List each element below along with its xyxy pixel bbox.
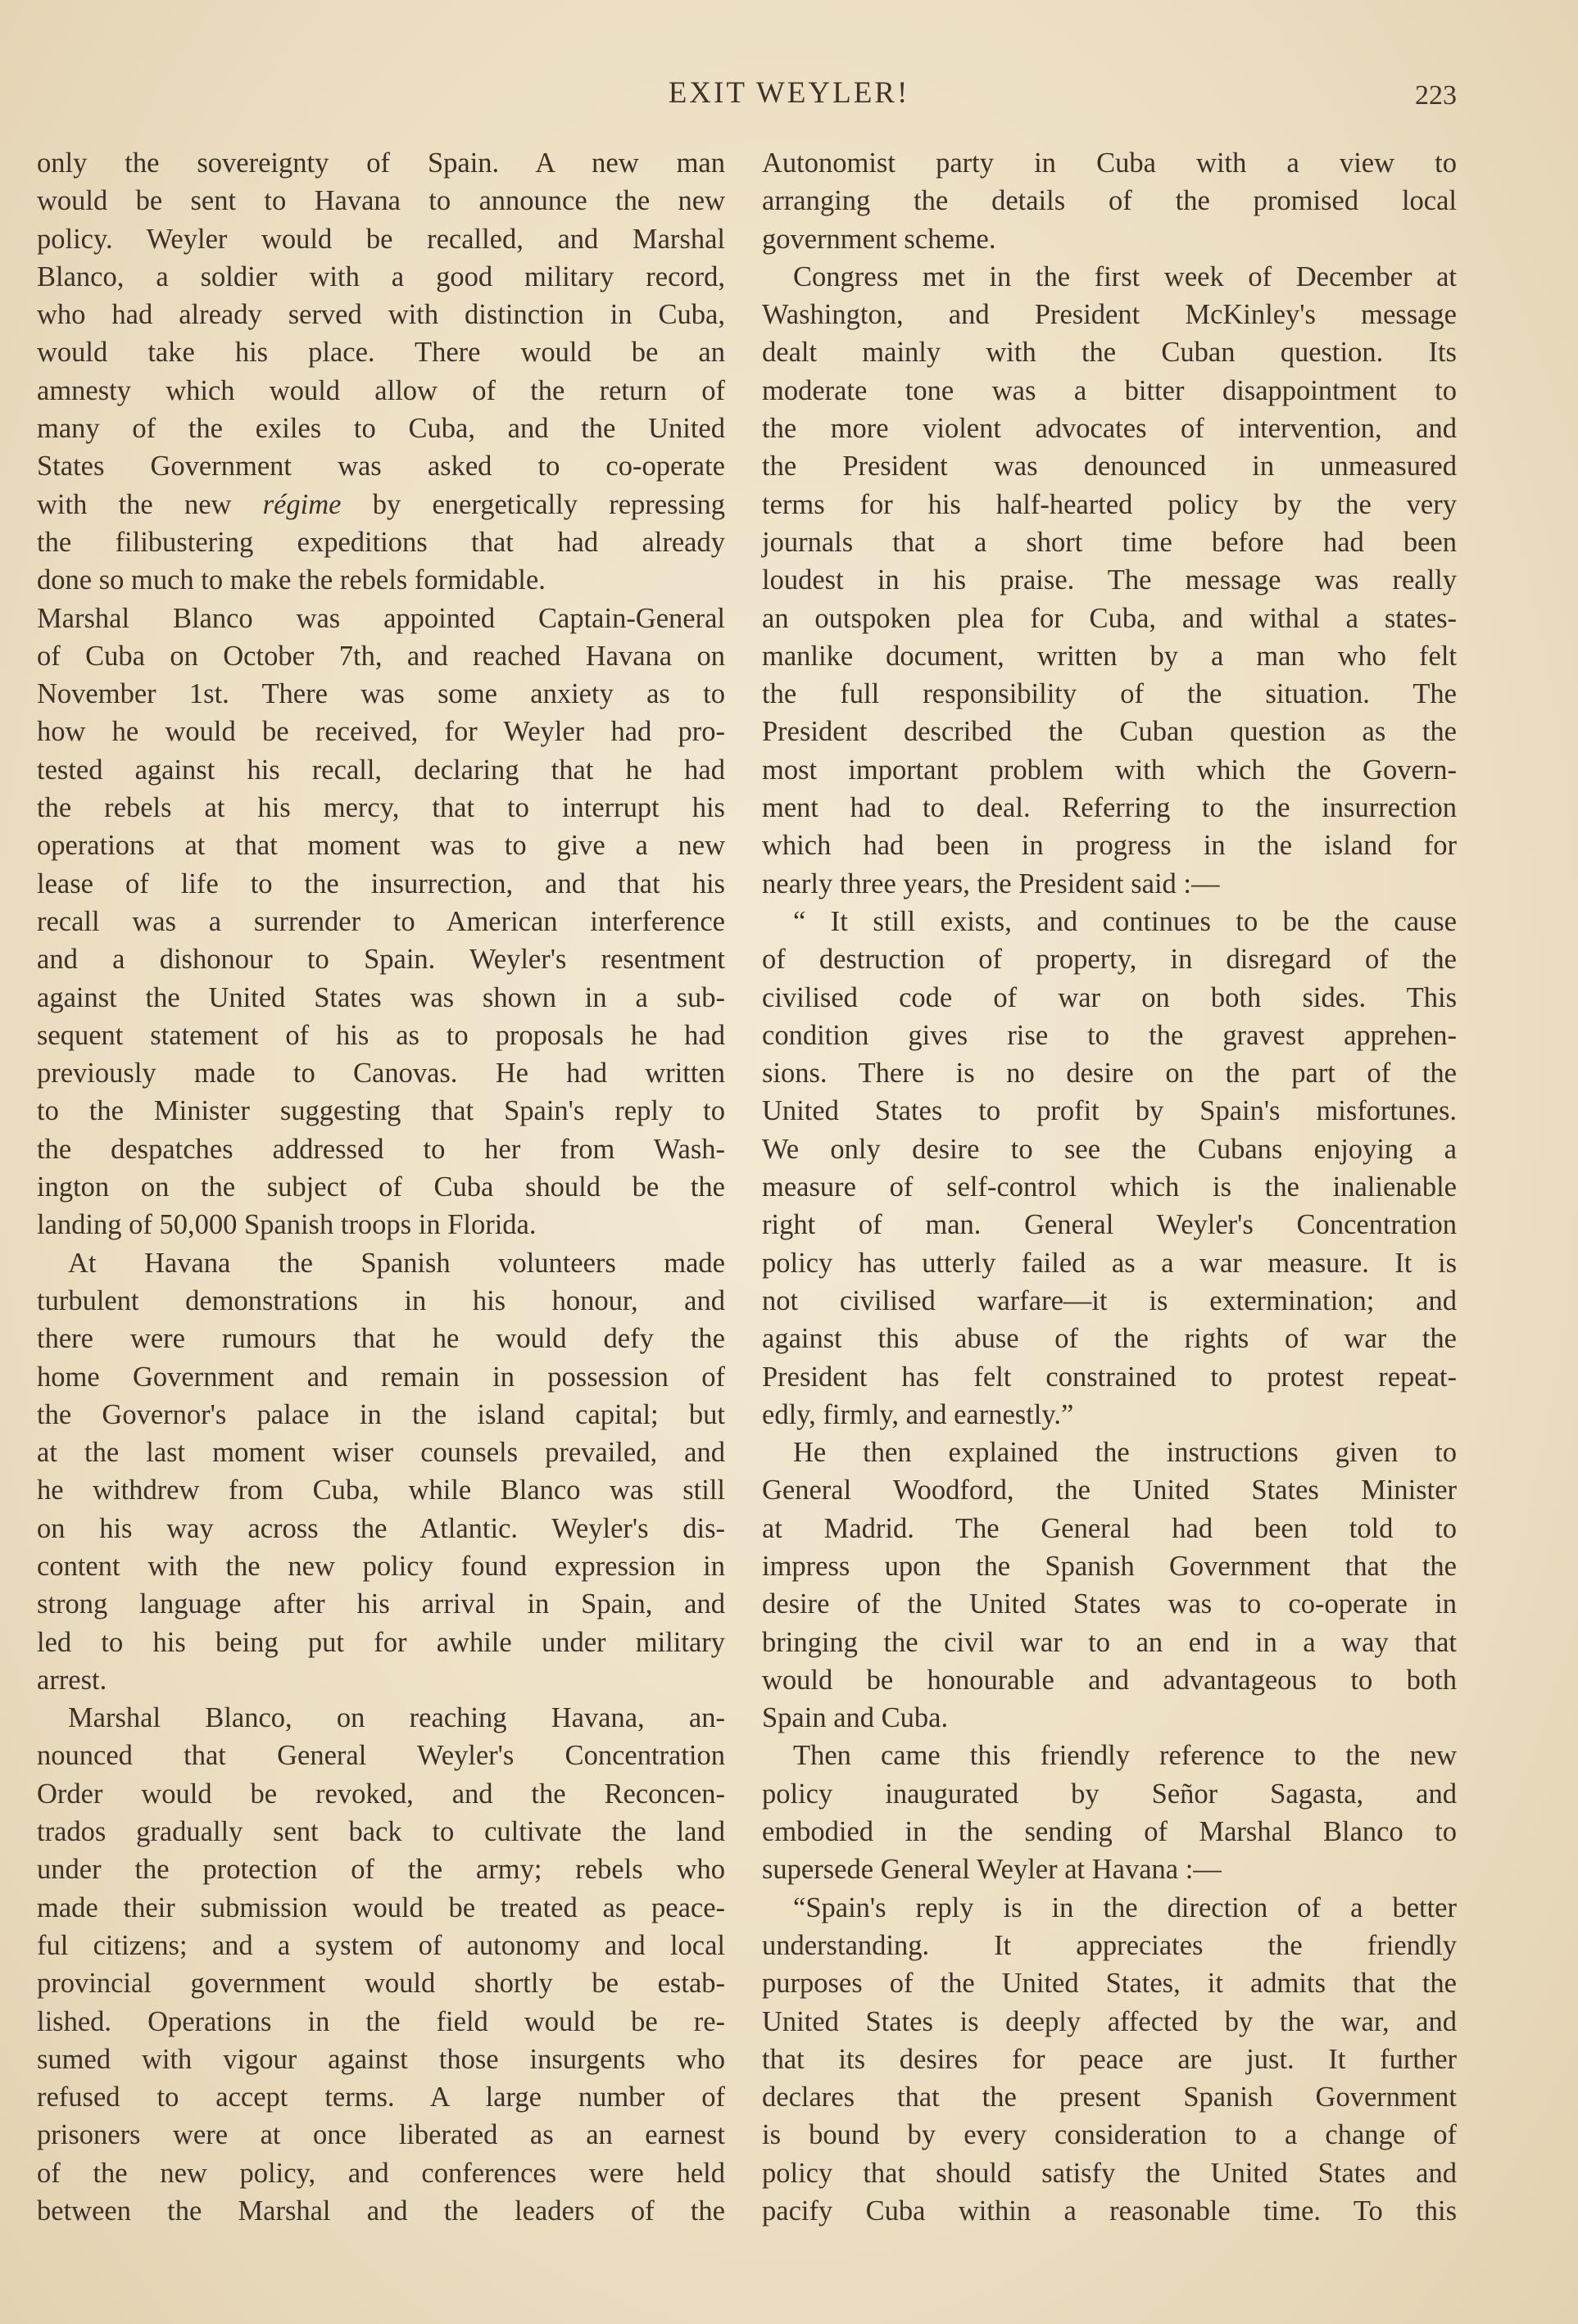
- text-line: under the protection of the army; rebels who: [37, 1854, 725, 1886]
- text-line: to the Minister suggesting that Spain's reply to: [37, 1095, 725, 1127]
- text-line: Autonomist party in Cuba with a view to: [762, 147, 1457, 179]
- text-line: would be sent to Havana to announce the new: [37, 185, 725, 217]
- text-line: Then came this friendly reference to the new: [793, 1740, 1457, 1772]
- text-line: We only desire to see the Cubans enjoying a: [762, 1133, 1457, 1165]
- text-line: amnesty which would allow of the return of: [37, 374, 725, 406]
- paragraph: [762, 258, 1457, 903]
- text-line: bringing the civil war to an end in a way that: [762, 1626, 1457, 1658]
- text-line: trados gradually sent back to cultivate the land: [37, 1816, 725, 1848]
- text-line: moderate tone was a bitter disappointment to: [762, 374, 1457, 406]
- text-line: Congress met in the first week of December at: [793, 260, 1457, 292]
- text-line: refused to accept terms. A large number of: [37, 2082, 725, 2113]
- text-line: the Governor's palace in the island capital; but: [37, 1398, 725, 1430]
- text-line: declares that the present Spanish Government: [762, 2082, 1457, 2113]
- text-line: ful citizens; and a system of autonomy and local: [37, 1929, 725, 1961]
- text-line: at the last moment wiser counsels prevailed, and: [37, 1437, 725, 1469]
- paragraph: [762, 1737, 1457, 1888]
- text-line: arranging the details of the promised local: [762, 185, 1457, 217]
- left-column: [37, 144, 725, 2230]
- text-line: journals that a short time before had been: [762, 526, 1457, 558]
- right-column: [762, 144, 1457, 2230]
- text-line: condition gives rise to the gravest apprehen-: [762, 1019, 1457, 1051]
- text-line: the more violent advocates of intervention, and: [762, 413, 1457, 445]
- text-line: lished. Operations in the field would be re-: [37, 2005, 725, 2037]
- text-line: President described the Cuban question as the: [762, 716, 1457, 748]
- text-line: an outspoken plea for Cuba, and withal a states-: [762, 602, 1457, 634]
- text-fragment: with the new: [37, 488, 232, 520]
- text-line: sequent statement of his as to proposals he had: [37, 1019, 725, 1051]
- text-line: Order would be revoked, and the Reconcen-: [37, 1778, 725, 1810]
- text-line: ington on the subject of Cuba should be the: [37, 1171, 725, 1203]
- text-line: General Woodford, the United States Minister: [762, 1475, 1457, 1506]
- text-line: lease of life to the insurrection, and that his: [37, 868, 725, 899]
- text-fragment: by energetically repressing: [372, 488, 725, 520]
- quotation: [762, 1889, 1457, 2231]
- text-line: of Cuba on October 7th, and reached Havana on: [37, 640, 725, 672]
- text-line: turbulent demonstrations in his honour, and: [37, 1284, 725, 1316]
- text-line: nearly three years, the President said :—: [762, 868, 1220, 899]
- page-number: 223: [1415, 80, 1457, 111]
- text-line: policy has utterly failed as a war measure. It is: [762, 1247, 1457, 1279]
- text-line: prisoners were at once liberated as an earnest: [37, 2119, 725, 2151]
- text-line: at Madrid. The General had been told to: [762, 1512, 1457, 1544]
- text-line: would be honourable and advantageous to both: [762, 1664, 1457, 1696]
- text-line: the despatches addressed to her from Wash-: [37, 1133, 725, 1165]
- text-line: the full responsibility of the situation. The: [762, 678, 1457, 710]
- text-line: previously made to Canovas. He had written: [37, 1058, 725, 1090]
- text-line: strong language after his arrival in Spain, and: [37, 1588, 725, 1620]
- text-line: nounced that General Weyler's Concentration: [37, 1740, 725, 1772]
- text-line: embodied in the sending of Marshal Blanco to: [762, 1816, 1457, 1848]
- text-line: is bound by every consideration to a change of: [762, 2119, 1457, 2151]
- paragraph: [37, 600, 725, 1244]
- text-line: the filibustering expeditions that had already: [37, 526, 725, 558]
- text-line: made their submission would be treated as peace-: [37, 1891, 725, 1923]
- text-line: recall was a surrender to American interference: [37, 905, 725, 937]
- text-line: measure of self-control which is the inalienable: [762, 1171, 1457, 1203]
- text-line: done so much to make the rebels formidable.: [37, 564, 546, 596]
- text-line: how he would be received, for Weyler had pro-: [37, 716, 725, 748]
- text-line: policy that should satisfy the United States and: [762, 2157, 1457, 2189]
- text-line: tested against his recall, declaring that he had: [37, 754, 725, 786]
- text-line: He then explained the instructions given to: [793, 1437, 1457, 1469]
- text-line: impress upon the Spanish Government that the: [762, 1550, 1457, 1582]
- text-line: operations at that moment was to give a new: [37, 830, 725, 862]
- text-line: content with the new policy found expression in: [37, 1550, 725, 1582]
- text-line: most important problem with which the Govern-: [762, 754, 1457, 786]
- text-line-with-italic: [37, 486, 725, 523]
- text-line: led to his being put for awhile under military: [37, 1626, 725, 1658]
- text-line: there were rumours that he would defy the: [37, 1323, 725, 1355]
- text-line: against this abuse of the rights of war the: [762, 1323, 1457, 1355]
- text-line: understanding. It appreciates the friendly: [762, 1929, 1457, 1961]
- text-line: Washington, and President McKinley's message: [762, 299, 1457, 331]
- text-line: pacify Cuba within a reasonable time. To this: [762, 2195, 1457, 2227]
- text-line: he withdrew from Cuba, while Blanco was still: [37, 1475, 725, 1506]
- text-line: that its desires for peace are just. It further: [762, 2043, 1457, 2075]
- text-line: which had been in progress in the island for: [762, 830, 1457, 862]
- text-line: not civilised warfare—it is extermination; and: [762, 1284, 1457, 1316]
- paragraph: [762, 144, 1457, 258]
- text-line: United States to profit by Spain's misfortunes.: [762, 1095, 1457, 1127]
- text-line: ment had to deal. Referring to the insurrection: [762, 792, 1457, 824]
- paragraph: [37, 1244, 725, 1700]
- paragraph: [37, 1699, 725, 2230]
- text-line: the rebels at his mercy, that to interrupt his: [37, 792, 725, 824]
- paragraph: [37, 144, 725, 600]
- quotation: [762, 903, 1457, 1434]
- text-line: terms for his half-hearted policy by the very: [762, 488, 1457, 520]
- text-line: would take his place. There would be an: [37, 337, 725, 369]
- text-line: only the sovereignty of Spain. A new man: [37, 147, 725, 179]
- text-line: on his way across the Atlantic. Weyler's dis-: [37, 1512, 725, 1544]
- text-line: Marshal Blanco, on reaching Havana, an-: [68, 1702, 725, 1734]
- text-line: “Spain's reply is in the direction of a better: [793, 1891, 1457, 1923]
- text-line: President has felt constrained to protest repeat-: [762, 1361, 1457, 1393]
- text-line: and a dishonour to Spain. Weyler's resentment: [37, 944, 725, 976]
- text-line: Blanco, a soldier with a good military record,: [37, 260, 725, 292]
- text-line: provincial government would shortly be estab-: [37, 1968, 725, 2000]
- text-line: policy. Weyler would be recalled, and Marshal: [37, 223, 725, 255]
- text-line: desire of the United States was to co-operate in: [762, 1588, 1457, 1620]
- text-line: sions. There is no desire on the part of the: [762, 1058, 1457, 1090]
- text-line: home Government and remain in possession of: [37, 1361, 725, 1393]
- text-line: policy inaugurated by Señor Sagasta, and: [762, 1778, 1457, 1810]
- text-line: purposes of the United States, it admits that the: [762, 1968, 1457, 2000]
- text-line: loudest in his praise. The message was really: [762, 564, 1457, 596]
- text-line: States Government was asked to co-operate: [37, 451, 725, 482]
- text-line: civilised code of war on both sides. This: [762, 981, 1457, 1013]
- text-line: right of man. General Weyler's Concentration: [762, 1209, 1457, 1241]
- text-line: Spain and Cuba.: [762, 1702, 949, 1734]
- italic-word: régime: [262, 488, 342, 520]
- running-head: [0, 75, 1578, 116]
- text-line: who had already served with distinction in Cuba,: [37, 299, 725, 331]
- chapter-title: EXIT WEYLER!: [668, 76, 910, 110]
- text-line: manlike document, written by a man who felt: [762, 640, 1457, 672]
- text-line: of destruction of property, in disregard of the: [762, 944, 1457, 976]
- text-line: between the Marshal and the leaders of the: [37, 2195, 725, 2227]
- text-line: Marshal Blanco was appointed Captain-General: [37, 602, 725, 634]
- text-line: many of the exiles to Cuba, and the United: [37, 413, 725, 445]
- text-line: supersede General Weyler at Havana :—: [762, 1854, 1222, 1886]
- text-line: landing of 50,000 Spanish troops in Florida.: [37, 1209, 537, 1241]
- text-line: November 1st. There was some anxiety as to: [37, 678, 725, 710]
- text-line: dealt mainly with the Cuban question. Its: [762, 337, 1457, 369]
- text-line: arrest.: [37, 1664, 107, 1696]
- text-line: “ It still exists, and continues to be the cause: [793, 905, 1457, 937]
- text-line: the President was denounced in unmeasured: [762, 451, 1457, 482]
- text-line: sumed with vigour against those insurgents who: [37, 2043, 725, 2075]
- text-line: government scheme.: [762, 223, 996, 255]
- text-line: United States is deeply affected by the war, and: [762, 2005, 1457, 2037]
- text-line: against the United States was shown in a sub-: [37, 981, 725, 1013]
- text-line: edly, firmly, and earnestly.”: [762, 1398, 1074, 1430]
- paragraph: [762, 1434, 1457, 1737]
- text-line: of the new policy, and conferences were held: [37, 2157, 725, 2189]
- text-line: At Havana the Spanish volunteers made: [68, 1247, 725, 1279]
